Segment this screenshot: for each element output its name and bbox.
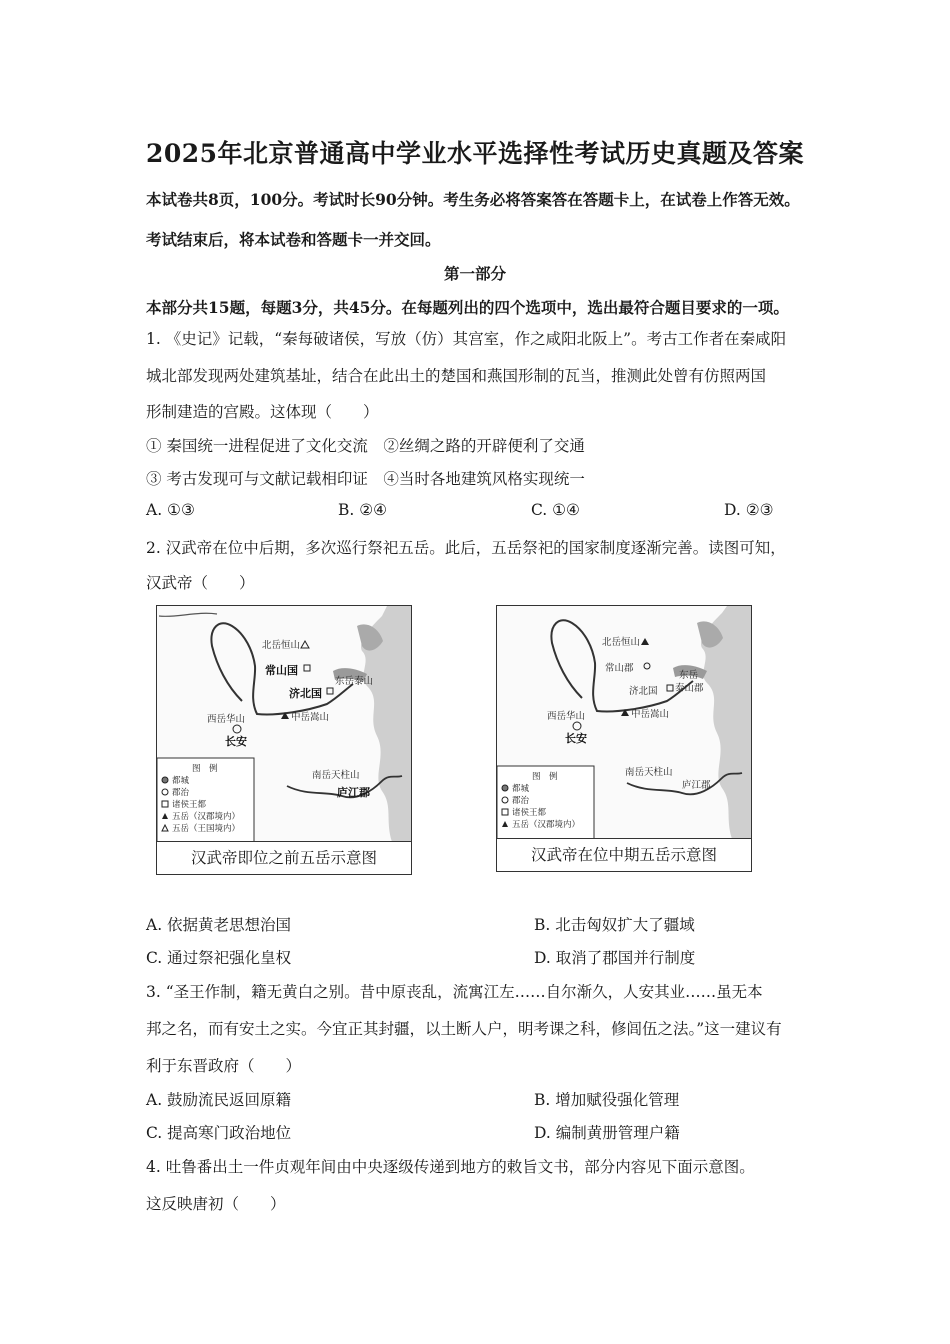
intro-line-2: 考试结束后，将本试卷和答题卡一并交回。 (146, 230, 441, 249)
label-south: 南岳天柱山 (625, 767, 673, 778)
q2-option-b[interactable]: B. 北击匈奴扩大了疆域 (534, 916, 695, 934)
legend-item-3: 诸侯王都 (512, 808, 547, 818)
label-state2: 济北国 (289, 687, 322, 700)
intro-line-1: 本试卷共8页，100分。考试时长90分钟。考生务必将答案答在答题卡上，在试卷上作答无效。 (146, 190, 800, 209)
q2-line-1: 2. 汉武帝在位中后期，多次巡行祭祀五岳。此后，五岳祭祀的国家制度逐渐完善。读图可知， (146, 539, 786, 557)
q3-line-1: 3. “圣王作制，籍无黄白之别。昔中原丧乱，流寓江左……自尔渐久，人安其业……虽无本 (146, 983, 763, 1001)
page-title: 2025年北京普通高中学业水平选择性考试历史真题及答案 (145, 139, 805, 168)
q1-statement-1: ① 秦国统一进程促进了文化交流 ②丝绸之路的开辟便利了交通 (146, 437, 585, 455)
label-south: 南岳天柱山 (312, 770, 360, 781)
q1-option-c[interactable]: C. ①④ (531, 501, 580, 519)
q3-option-d[interactable]: D. 编制黄册管理户籍 (534, 1124, 680, 1142)
legend-item-5: 五岳（王国境内） (172, 824, 241, 834)
legend-item-2: 郡治 (512, 796, 530, 806)
label-east: 东岳泰山 (335, 676, 374, 687)
q2-option-c[interactable]: C. 通过祭祀强化皇权 (146, 949, 292, 967)
q1-line-2: 城北部发现两处建筑基址，结合在此出土的楚国和燕国形制的瓦当，推测此处曾有仿照两国 (146, 367, 767, 385)
q3-line-2: 邦之名，而有安土之实。今宜正其封疆，以土断人户，明考课之科，修闾伍之法。”这一建议有 (146, 1020, 782, 1038)
legend-item-4: 五岳（汉郡境内） (172, 812, 241, 822)
legend-item-2: 郡治 (172, 788, 190, 798)
q3-option-c[interactable]: C. 提高寒门政治地位 (146, 1124, 292, 1142)
state1-marker (304, 665, 310, 671)
legend-item-1: 都城 (172, 776, 190, 786)
north-mountain-marker (301, 641, 309, 648)
q1-option-b[interactable]: B. ②④ (338, 501, 388, 519)
state1-marker (644, 663, 650, 669)
label-west: 西岳华山 (547, 711, 586, 722)
map-1-caption: 汉武帝即位之前五岳示意图 (157, 841, 411, 874)
q2-option-a[interactable]: A. 依据黄老思想治国 (146, 916, 292, 934)
label-center: 中岳嵩山 (291, 712, 330, 723)
part1-heading: 第一部分 (443, 264, 506, 283)
map-mid-reign (496, 605, 752, 872)
legend-title: 图 例 (532, 772, 558, 782)
label-center: 中岳嵩山 (631, 709, 670, 720)
q2-line-2: 汉武帝（ ） (146, 574, 255, 592)
label-north: 北岳恒山 (262, 640, 301, 651)
q1-line-1: 1. 《史记》记载，“秦每破诸侯，写放（仿）其宫室，作之咸阳北阪上”。考古工作者在秦咸阳 (146, 330, 787, 348)
capital-marker (573, 722, 581, 730)
label-capital: 长安 (225, 735, 247, 748)
map-before-reign (156, 605, 412, 875)
legend-title: 图 例 (192, 764, 218, 774)
q2-option-d[interactable]: D. 取消了郡国并行制度 (534, 949, 696, 967)
q3-option-a[interactable]: A. 鼓励流民返回原籍 (146, 1091, 292, 1109)
q1-statement-2: ③ 考古发现可与文献记载相印证 ④当时各地建筑风格实现统一 (146, 470, 585, 488)
capital-marker (233, 725, 241, 733)
legend-item-1: 都城 (512, 784, 530, 794)
border-line (159, 613, 217, 616)
q3-line-3: 利于东晋政府（ ） (146, 1057, 302, 1075)
label-state2: 济北国 (629, 686, 658, 697)
q1-option-d[interactable]: D. ②③ (724, 501, 774, 519)
q1-line-3: 形制建造的宫殿。这体现（ ） (146, 403, 379, 421)
legend-capital-icon (502, 785, 508, 791)
label-capital: 长安 (565, 732, 587, 745)
map-1-drawing (157, 606, 411, 842)
legend-capital-icon (162, 777, 168, 783)
map-2-drawing (497, 606, 751, 839)
label-west: 西岳华山 (207, 714, 246, 725)
north-mountain-marker (641, 638, 649, 645)
q4-line-2: 这反映唐初（ ） (146, 1195, 286, 1213)
q4-line-1: 4. 吐鲁番出土一件贞观年间由中央逐级传递到地方的敕旨文书，部分内容见下面示意图。 (146, 1158, 755, 1176)
label-north: 北岳恒山 (602, 637, 641, 648)
label-state1: 常山国 (265, 664, 298, 677)
state2-marker (667, 685, 673, 691)
legend-item-3: 诸侯王都 (172, 800, 207, 810)
label-commandery: 庐江郡 (682, 780, 711, 791)
label-state1: 常山郡 (605, 663, 634, 674)
label-commandery: 庐江郡 (337, 786, 370, 799)
legend-item-4: 五岳（汉郡境内） (512, 820, 581, 830)
label-east: 东岳 (679, 670, 699, 681)
q3-option-b[interactable]: B. 增加赋役强化管理 (534, 1091, 680, 1109)
map-2-caption: 汉武帝在位中期五岳示意图 (497, 838, 751, 871)
q1-option-a[interactable]: A. ①③ (146, 501, 195, 519)
state2-marker (327, 688, 333, 694)
label-east2: 泰山郡 (675, 683, 704, 694)
part1-instruction: 本部分共15题，每题3分，共45分。在每题列出的四个选项中，选出最符合题目要求的一项。 (146, 298, 789, 317)
